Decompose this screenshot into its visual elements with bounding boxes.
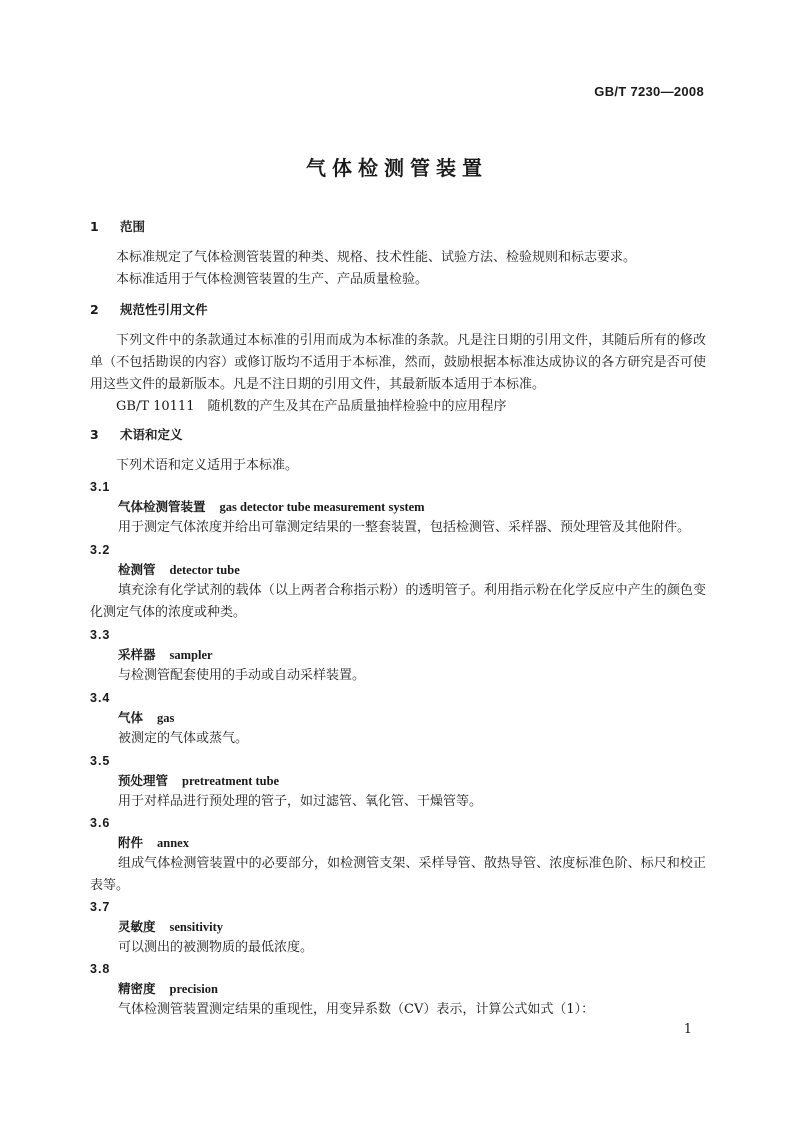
term-3-5 [90,751,706,813]
term-3-7 [90,897,706,959]
term-3-6 [90,813,706,897]
clause-number: 3.6 [90,816,111,830]
term-3-1 [90,477,706,539]
term-zh: 检测管 [118,562,156,577]
term-3-3 [90,625,706,687]
term-zh: 预处理管 [118,773,169,788]
section-3-intro [90,455,706,477]
section-2-heading [90,300,706,320]
term-zh: 气体检测管装置 [118,499,206,514]
term-en: gas detector tube measurement system [219,500,425,514]
section-3 [90,425,706,445]
section-2-body [90,330,706,418]
term-en: sensitivity [169,920,223,934]
section-number: 2 [90,302,99,317]
section-title: 术语和定义 [120,427,183,442]
clause-number: 3.5 [90,754,111,768]
term-entry [90,833,706,853]
term-definition: 气体检测管装置测定结果的重现性，用变异系数（CV）表示，计算公式如式（1）： [118,1002,595,1017]
term-en: detector tube [169,563,240,577]
term-3-8 [90,959,706,1021]
term-zh: 采样器 [118,647,156,662]
clause-number: 3.1 [90,480,111,494]
term-entry [90,645,706,665]
term-entry [90,497,706,517]
term-entry [90,771,706,791]
term-en: pretreatment tube [182,774,280,788]
paragraph: 下列文件中的条款通过本标准的引用而成为本标准的条款。凡是注日期的引用文件，其随后所有的修改单（不包括勘误的内容）或修订版均不适用于本标准，然而，鼓励根据本标准达成协议的各方研究是否可使用这些文件的最新版本。凡是不注日期的引用文件，其最新版本适用于本标准。 [90,333,706,392]
term-zh: 附件 [118,835,144,850]
term-en: sampler [169,648,213,662]
term-en: annex [157,836,189,850]
term-definition: 与检测管配套使用的手动或自动采样装置。 [118,668,366,683]
section-3-heading [90,425,706,445]
term-en: precision [169,982,218,996]
term-definition: 可以测出的被测物质的最低浓度。 [118,940,314,955]
clause-number: 3.4 [90,691,111,705]
section-1-body [90,247,706,291]
clause-number: 3.7 [90,900,111,914]
clause-number: 3.3 [90,628,111,642]
normative-reference: GB/T 10111 随机数的产生及其在产品质量抽样检验中的应用程序 [116,399,507,414]
term-3-2 [90,540,706,624]
page-number: 1 [683,1022,692,1037]
section-1 [90,217,706,237]
term-zh: 精密度 [118,981,156,996]
paragraph: 本标准规定了气体检测管装置的种类、规格、技术性能、试验方法、检验规则和标志要求。 [116,250,637,265]
term-3-4 [90,688,706,750]
term-zh: 气体 [118,710,144,725]
term-entry [90,917,706,937]
term-definition: 被测定的气体或蒸气。 [118,731,249,746]
section-2 [90,300,706,320]
term-definition: 用于对样品进行预处理的管子，如过滤管、氧化管、干燥管等。 [118,794,483,809]
term-definition: 用于测定气体浓度并给出可靠测定结果的一整套装置，包括检测管、采样器、预处理管及其他附件。 [118,520,691,535]
term-en: gas [157,711,175,725]
term-entry [90,560,706,580]
term-entry [90,979,706,999]
paragraph: 本标准适用于气体检测管装置的生产、产品质量检验。 [116,272,429,287]
term-zh: 灵敏度 [118,919,156,934]
section-number: 3 [90,427,99,442]
term-definition: 组成气体检测管装置中的必要部分，如检测管支架、采样导管、散热导管、浓度标准色阶、标尺和校正表等。 [90,856,706,893]
section-1-heading [90,217,706,237]
section-title: 范围 [120,219,146,234]
clause-number: 3.8 [90,962,111,976]
term-entry [90,708,706,728]
document-title: 气体检测管装置 [306,156,488,180]
clause-number: 3.2 [90,543,111,557]
section-number: 1 [90,219,99,234]
term-definition: 填充涂有化学试剂的载体（以上两者合称指示粉）的透明管子。利用指示粉在化学反应中产生的颜色变化测定气体的浓度或种类。 [90,583,706,620]
standard-code: GB/T 7230—2008 [594,84,704,99]
section-title: 规范性引用文件 [120,302,208,317]
paragraph: 下列术语和定义适用于本标准。 [116,458,299,473]
